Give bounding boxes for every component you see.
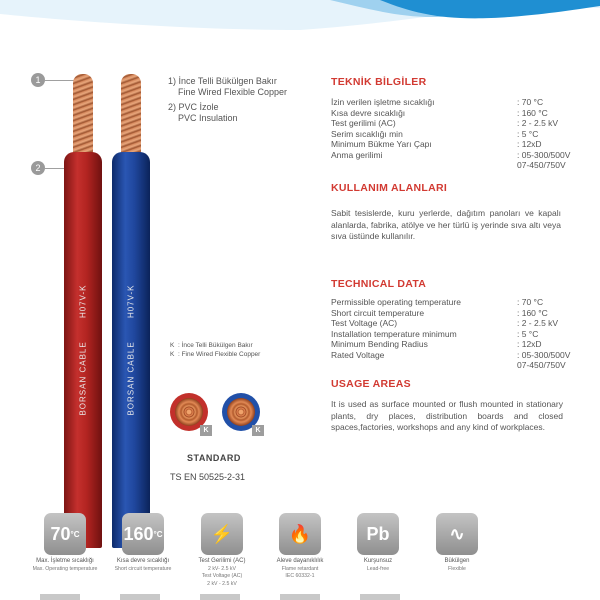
spec-value: : 12xD [517, 339, 542, 349]
flexible-icon: ∿ [436, 513, 478, 555]
spec-value: : 05-300/500V [517, 349, 571, 360]
component-legend [168, 76, 308, 128]
usage-text: It is used as surface mounted or flush mounted in stationary plants, dry places, distribution boards and closed spaces,factories, workshops and any kind of workplaces. [331, 399, 563, 432]
spec-key: Serim sıcaklığı min [331, 128, 403, 139]
spec-key [331, 360, 517, 371]
flame-retardant-icon: 🔥 [279, 513, 321, 555]
blue-cable-type: H07V-K [126, 284, 136, 319]
teknik-title: TEKNİK BİLGİLER [331, 76, 427, 88]
spec-value: : 5 °C [517, 328, 539, 339]
spec-key: Rated Voltage [331, 349, 385, 360]
spec-row [331, 129, 597, 140]
standard-code: TS EN 50525-2-31 [170, 472, 246, 482]
legend-item-copper: 1) İnce Telli Bükülgen Bakır Fine Wired Flexible Copper [168, 76, 288, 97]
flame-retardant-feature [260, 513, 340, 581]
max-temp-feature [25, 513, 105, 573]
spec-value: : 05-300/500V [517, 149, 571, 160]
spec-row [331, 160, 597, 171]
top-wave-band [0, 0, 600, 34]
spec-key: İzin verilen işletme sıcaklığı [331, 97, 435, 107]
icon-caption: Kısa devre sıcaklığı Short circuit temperature [114, 558, 172, 572]
icon-caption: Kurşunsuz Lead-free [363, 558, 393, 572]
icon-caption: Aleve dayanıklılık Flame retardant IEC 60332-1 [276, 558, 324, 579]
technical-spec-table [331, 297, 597, 371]
red-cable-brand: BORSAN CABLE [78, 341, 88, 416]
spec-row [331, 329, 597, 340]
callout-2: 2 [31, 161, 45, 175]
voltage-feature [182, 513, 262, 588]
icon-caption: Bükülgen Flexible [444, 558, 470, 572]
red-cross-section [170, 393, 209, 434]
blue-insulation [112, 152, 150, 548]
voltage-icon: ⚡ [201, 513, 243, 555]
spec-value: : 160 °C [517, 107, 548, 118]
spec-key: Anma gerilimi [331, 149, 383, 160]
icon-caption: Max. İşletme sıcaklığı Max. Operating temperature [32, 558, 98, 572]
copper-conductor [121, 74, 141, 154]
bottom-band [0, 594, 600, 600]
spec-row [331, 139, 597, 150]
technical-title: TECHNICAL DATA [331, 278, 427, 290]
spec-row [331, 150, 597, 161]
spec-row [331, 308, 597, 319]
spec-row [331, 108, 597, 119]
spec-row [331, 97, 597, 108]
spec-key: Short circuit temperature [331, 307, 425, 318]
red-cable [64, 74, 102, 548]
spec-row [331, 318, 597, 329]
spec-row [331, 350, 597, 361]
lead-free-feature [338, 513, 418, 573]
spec-value: : 2 - 2.5 kV [517, 118, 559, 128]
max-temp-icon: 70 °C [44, 513, 86, 555]
spec-value: : 2 - 2.5 kV [517, 318, 559, 328]
blue-cable-brand: BORSAN CABLE [126, 341, 136, 416]
spec-key [331, 160, 517, 171]
spec-value: : 5 °C [517, 128, 539, 139]
kullanim-text: Sabit tesislerde, kuru yerlerde, dağıtım panoları ve kapalı alanlarda, fabrika, atölye ve her türlü iş yerinde sıva altı veya sıva üstünde kullanılır. [331, 208, 561, 241]
spec-value: : 12xD [517, 139, 542, 149]
spec-row [331, 297, 597, 308]
blue-cross-section [222, 393, 261, 434]
spec-value: : 70 °C [517, 97, 544, 107]
spec-key: Test Voltage (AC) [331, 318, 398, 328]
blue-cable [112, 74, 150, 548]
spec-row [331, 339, 597, 350]
copper-conductor [73, 74, 93, 154]
standard-label: STANDARD [187, 453, 241, 463]
teknik-spec-table [331, 97, 597, 171]
flexible-feature [417, 513, 497, 573]
spec-key: Test gerilimi (AC) [331, 118, 396, 128]
short-circuit-feature [103, 513, 183, 573]
spec-row [331, 118, 597, 129]
legend-item-pvc: 2) PVC İzole PVC Insulation [168, 102, 238, 123]
red-cable-type: H07V-K [78, 284, 88, 319]
spec-key: Minimum Bükme Yarı Çapı [331, 139, 432, 149]
icon-caption: Test Gerilimi (AC) 2 kV- 2.5 kV Test Voltage (AC) 2 kV - 2.5 kV [198, 558, 246, 587]
lead-free-icon: Pb [357, 513, 399, 555]
spec-key: Kısa devre sıcaklığı [331, 107, 406, 118]
red-insulation [64, 152, 102, 548]
short-circuit-icon: 160 °C [122, 513, 164, 555]
spec-key: Permissible operating temperature [331, 297, 461, 307]
k-badge: K [252, 425, 264, 436]
spec-value: 07-450/750V [517, 160, 566, 170]
spec-key: Minimum Bending Radius [331, 339, 428, 349]
spec-value: 07-450/750V [517, 360, 566, 370]
callout-1: 1 [31, 73, 45, 87]
spec-value: : 70 °C [517, 297, 544, 307]
spec-key: Installation temperature minimum [331, 328, 457, 339]
k-badge: K [200, 425, 212, 436]
spec-value: : 160 °C [517, 307, 548, 318]
spec-row [331, 360, 597, 371]
usage-title: USAGE AREAS [331, 378, 411, 390]
kullanim-title: KULLANIM ALANLARI [331, 182, 448, 194]
k-note: K : İnce Telli Bükülgen Bakır K : Fine Wired Flexible Copper [170, 342, 261, 358]
